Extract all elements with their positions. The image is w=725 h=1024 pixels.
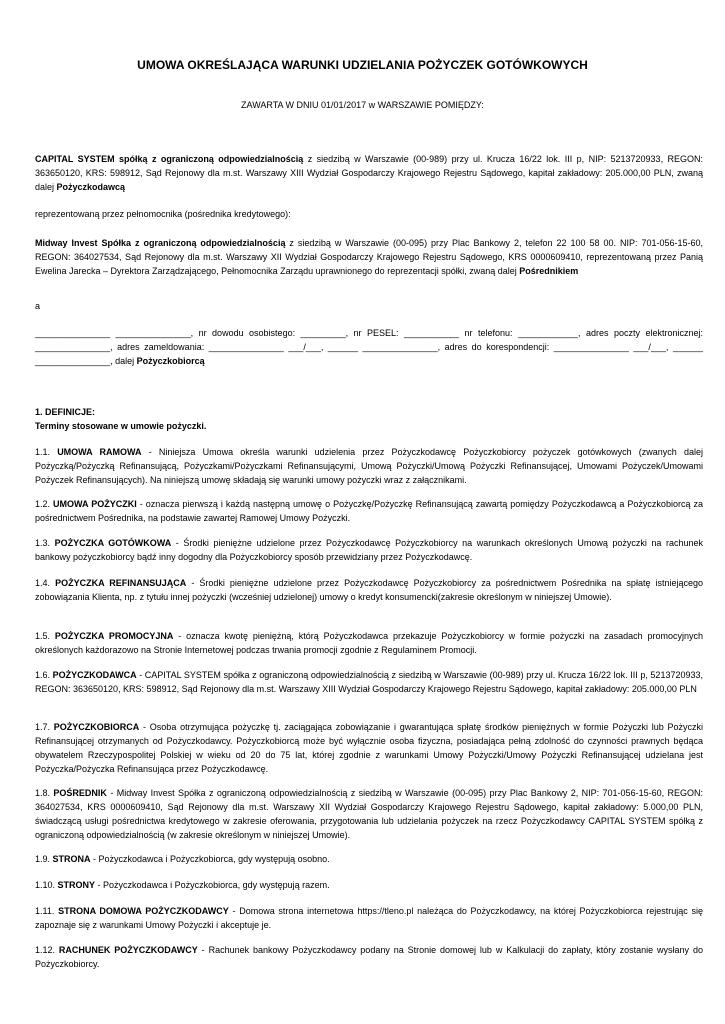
definition-term: STRONA: [52, 854, 91, 864]
definition-item: 1.4. POŻYCZKA REFINANSUJĄCA - Środki pieniężne udzielone przez Pożyczkodawcę Pożyczkobiorcy za pośrednictwem Pośrednika na spłatę istniejącego zobowiązania Klienta, np. z tytułu innej pożyczki (wcześniej udzielonej) umowy o kredyt konsumencki(zakresie określonym w niniejszej Umowie).: [35, 578, 704, 602]
definition-term: STRONY: [57, 880, 96, 890]
definition-item: 1.6. POŻYCZKODAWCA - CAPITAL SYSTEM spółka z ograniczoną odpowiedzialnością z siedzibą w Warszawie (00-989) przy ul. Krucza 16/22 lok. III p, 5213720933, REGON: 363650120, KRS: 598912, Sąd Rejonowy dla m.st. Warszawy XIII Wydział Gospodarczy Krajowego Rejestru Sądowego, kapitał zakładowy: 205.000,00 PLN: [35, 670, 703, 694]
definition-term: POŻYCZKA REFINANSUJĄCA: [55, 578, 187, 588]
definition-item: 1.5. POŻYCZKA PROMOCYJNA - oznacza kwotę pieniężną, którą Pożyczkodawca przekazuje Pożyczkobiorcy w formie pożyczki na zasadach promocyjnych określonych każdorazowo na Stronie Internetowej podczas trwania promocji zgodnie z Regulaminem Promocji.: [35, 631, 703, 655]
document-subtitle: ZAWARTA W DNIU 01/01/2017 w WARSZAWIE POMIĘDZY:: [241, 100, 484, 110]
party-borrower: [35, 326, 703, 368]
definition-term: RACHUNEK POŻYCZKODAWCY: [58, 945, 198, 955]
definition-term: POŻYCZKODAWCA: [52, 670, 137, 680]
represented-by: reprezentowaną przez pełnomocnika (pośrednika kredytowego):: [35, 209, 291, 219]
definition-item: 1.10. STRONY - Pożyczkodawca i Pożyczkobiorca, gdy występują razem.: [35, 880, 330, 890]
intermediary-name: Midway Invest Spółka z ograniczoną odpowiedzialnością: [35, 238, 286, 248]
definition-item: 1.9. STRONA - Pożyczkodawca i Pożyczkobiorca, gdy występują osobno.: [35, 854, 330, 864]
definition-term: POŚREDNIK: [53, 788, 107, 798]
definition-term: POŻYCZKA GOTÓWKOWA: [54, 538, 172, 548]
party-intermediary: [35, 236, 703, 278]
definition-term: UMOWA RAMOWA: [57, 447, 142, 457]
definition-term: POŻYCZKA PROMOCYJNA: [54, 631, 174, 641]
definition-item: 1.11. STRONA DOMOWA POŻYCZKODAWCY - Domowa strona internetowa https://tleno.pl należąca do Pożyczkodawcy, na której Pożyczkobiorca rejestrując się zapoznaje się z warunkami Umowy Pożyczki i akceptuje je.: [35, 906, 703, 930]
and-word: a: [35, 301, 41, 311]
lender-details: z siedzibą w Warszawie (00-989) przy ul. Krucza 16/22 lok. III p, NIP: 5213720933, REGON: 363650120, KRS: 598912, Sąd Rejonowy dla m.st. Warszawy XIII Wydział Gospodarczy Krajowego Rejestru Sądowego, kapitał zakładowy: 205.000,00 PLN, zwaną dalej: [35, 154, 703, 192]
lender-alias: Pożyczkodawcą: [56, 182, 126, 192]
definition-term: POŻYCZKOBIORCA: [53, 722, 140, 732]
definition-item: 1.7. POŻYCZKOBIORCA - Osoba otrzymująca pożyczkę tj. zaciągająca zobowiązanie i gwarantująca spłatę środków pieniężnych w formie Pożyczki lub Pożyczki Refinansującej otrzymanych od Pożyczkodawcy. Pożyczkobiorcą może być wyłącznie osoba fizyczna, posiadająca pełną zdolność do czynności prawnych będąca obywatelem Rzeczypospolitej Polskiej w wieku od 20 do 75 lat, której zgodnie z warunkami Umowy Pożyczki/Umowy Pożyczki Refinansującej udzielana jest Pożyczka/Pożyczka Refinansująca przez Pożyczkodawcę.: [35, 722, 703, 774]
intermediary-alias: Pośrednikiem: [519, 266, 579, 276]
definition-term: UMOWA POŻYCZKI: [53, 499, 137, 509]
borrower-alias: Pożyczkobiorcą: [136, 356, 205, 366]
definition-item: 1.2. UMOWA POŻYCZKI - oznacza pierwszą i każdą następną umowę o Pożyczkę/Pożyczkę Refinansującą zawartą pomiędzy Pożyczkodawcą a Pożyczkobiorcą za pośrednictwem Pośrednika, na podstawie zawartej Ramowej Umowy Pożyczki.: [35, 499, 703, 523]
party-lender: [35, 152, 703, 194]
definitions-subheading: Terminy stosowane w umowie pożyczki.: [35, 421, 207, 431]
document-title: UMOWA OKREŚLAJĄCA WARUNKI UDZIELANIA POŻYCZEK GOTÓWKOWYCH: [137, 58, 588, 72]
definition-item: 1.3. POŻYCZKA GOTÓWKOWA - Środki pieniężne udzielone przez Pożyczkodawcę Pożyczkobiorcy na warunkach określonych Umową pożyczki na rachunek bankowy pożyczkobiorcy bądź inny dogodny dla Pożyczkobiorcy sposób przewidziany przez Pożyczkodawcę.: [35, 538, 704, 562]
definition-term: STRONA DOMOWA POŻYCZKODAWCY: [58, 906, 229, 916]
lender-name: CAPITAL SYSTEM spółką z ograniczoną odpowiedzialnością: [35, 154, 304, 164]
borrower-fields: _______________ _______________, nr dowodu osobistego: _________, nr PESEL: ___________ nr telefonu: ____________, adres poczty elektronicznej: _______________, adres zameldowania: _______________ ___/___, ______ _______________, adres do korespondencji: _______________ ___/___, ______ _______________, dalej: [35, 328, 703, 366]
definition-item: 1.12. RACHUNEK POŻYCZKODAWCY - Rachunek bankowy Pożyczkodawcy podany na Stronie domowej lub w Kalkulacji do zapłaty, który zostanie wysłany do Pożyczkobiorcy.: [35, 945, 703, 969]
definition-item: 1.1. UMOWA RAMOWA - Niniejsza Umowa określa warunki udzielenia przez Pożyczkodawcę Pożyczkobiorcy pożyczek gotówkowych (zwanych dalej Pożyczką/Pożyczką Refinansującą, Pożyczkami/Pożyczkami Refinansującymi, Umową Pożyczki/Umową Pożyczki Refinansującej, Umowami Pożyczek/Umowami Pożyczek Refinansujących). Na niniejszą umowę składają się warunki umowy pożyczki wraz z załącznikami.: [35, 447, 704, 485]
definitions-heading: 1. DEFINICJE:: [35, 407, 96, 417]
intermediary-details: z siedzibą w Warszawie (00-095) przy Plac Bankowy 2, telefon 22 100 58 00. NIP: 701-056-15-60, REGON: 364027534, Sąd Rejonowy dla m.st. Warszawy XII Wydział Gospodarczy Krajowego Rejestru Sądowego, KRS 0000609410, reprezentowaną przez Panią Ewelina Jarecka – Dyrektora Zarządzającego, Pełnomocnika Zarządu uprawnionego do reprezentacji spółki, zwaną dalej: [35, 238, 703, 276]
definition-item: 1.8. POŚREDNIK - Midway Invest Spółka z ograniczoną odpowiedzialnością z siedzibą w Warszawie (00-095) przy Plac Bankowy 2, NIP: 701-056-15-60, REGON: 364027534, KRS 0000609410, Sąd Rejonowy dla m.st. Warszawy XII Wydział Gospodarczy Krajowego Rejestru Sądowego, kapitał zakładowy: 5.000,00 PLN, świadczącą usługi pośrednictwa kredytowego w zakresie oferowania, przygotowania lub udzielania pożyczek na rzecz Pożyczkodawcy CAPITAL SYSTEM spółką z ograniczoną odpowiedzialnością (w zakresie określonym w niniejszej Umowie).: [35, 788, 703, 840]
